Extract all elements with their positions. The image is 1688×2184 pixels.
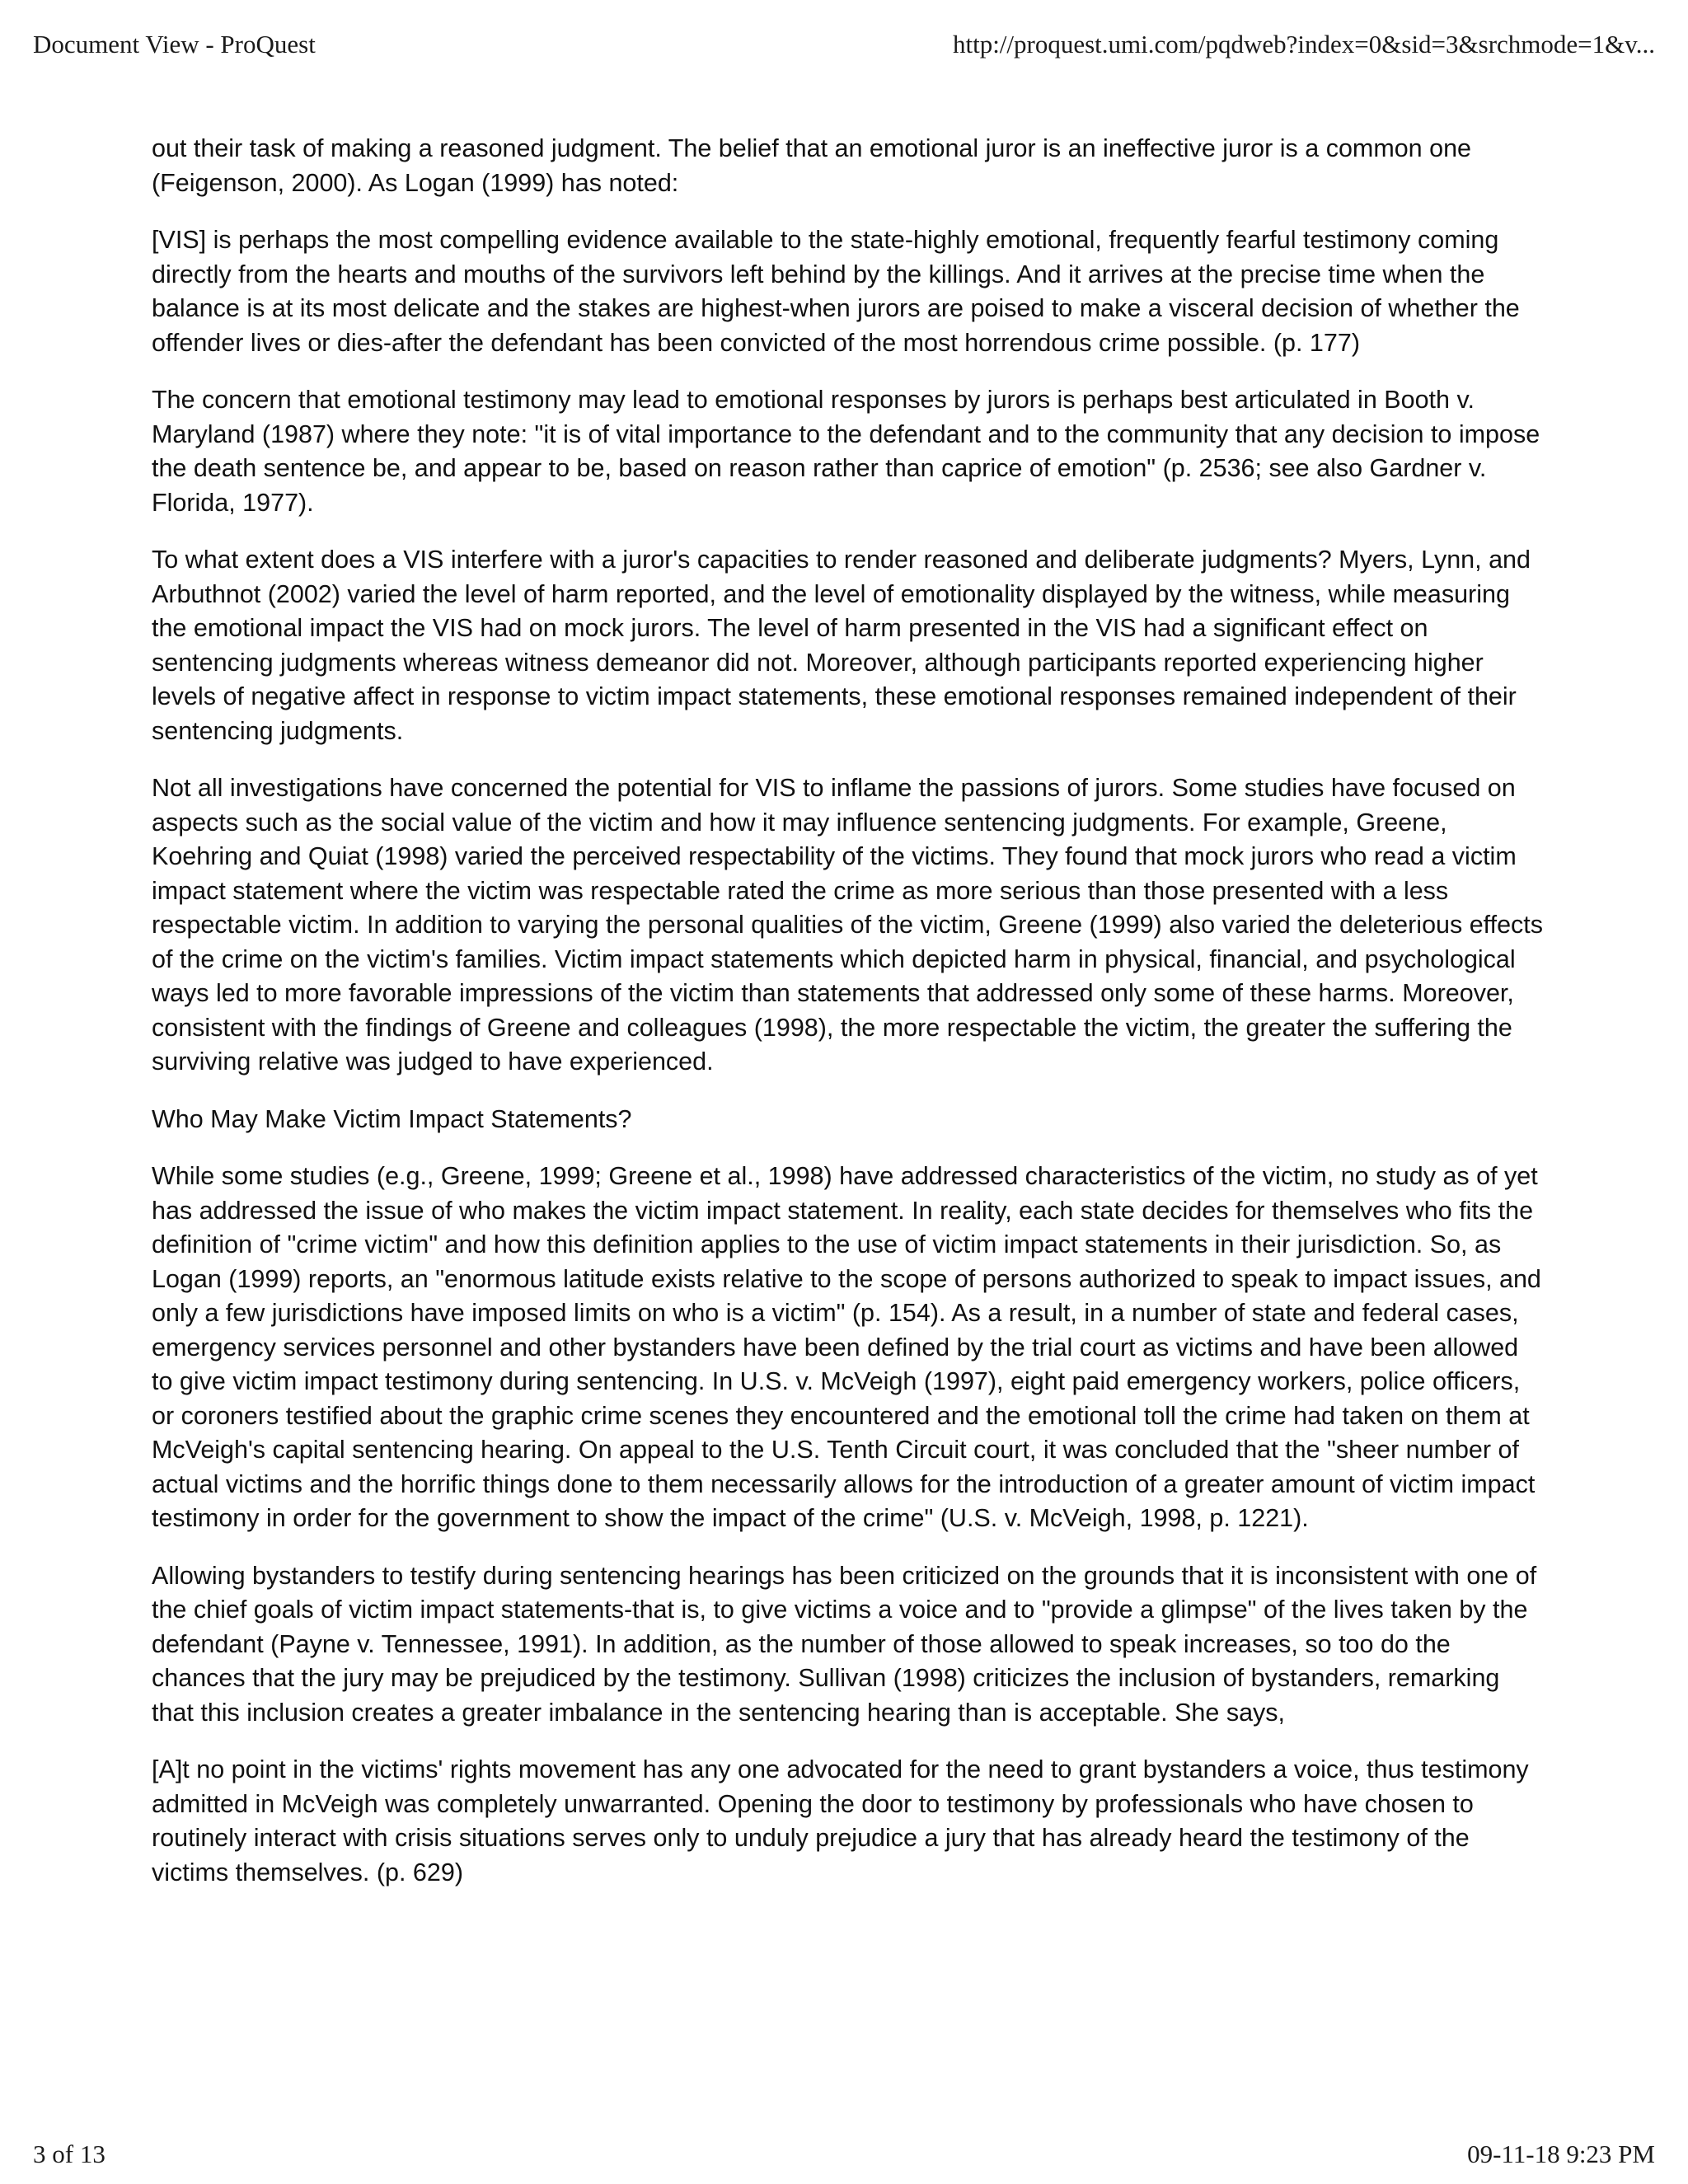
paragraph-booth: The concern that emotional testimony may lead to emotional responses by jurors is perhaps best articulated in Booth v. Maryland (1987) where they note: "it is of vital importance to the defendant and to the community that any decision to impose the death sentence be, and appear to be, based on reason rather than caprice of emotion" (p. 2536; see also Gardner v. Florida, 1977). xyxy=(152,386,1540,517)
section-heading: Who May Make Victim Impact Statements? xyxy=(152,1104,632,1133)
paragraph-greene: Not all investigations have concerned the potential for VIS to inflame the passions of jurors. Some studies have focused on aspects such as the social value of the victim and how it may influence sentencing judgments. For example, Greene, Koehring and Quiat (1998) varied the perceived respectability of the victims. They found that mock jurors who read a victim impact statement where the victim was respectable rated the crime as more serious than those presented with a less respectable victim. In addition to varying the personal qualities of the victim, Greene (1999) also varied the deleterious effects of the crime on the victim's families. Victim impact statements which depicted harm in physical, financial, and psychological ways led to more favorable impressions of the victim than statements that addressed only some of these harms. Moreover, consistent with the findings of Greene and colleagues (1998), the more respectable the victim, the greater the suffering the surviving relative was judged to have experienced. xyxy=(152,774,1544,1076)
print-header xyxy=(33,30,1655,59)
page-number: 3 of 13 xyxy=(33,2139,106,2168)
block-quote-logan: [VIS] is perhaps the most compelling evidence available to the state-highly emotional, frequently fearful testimony coming directly from the hearts and mouths of the survivors left behind by the killings. And it arrives at the precise time when the balance is at its most delicate and the stakes are highest-when jurors are poised to make a visceral decision of whether the offender lives or dies-after the defendant has been convicted of the most horrendous crime possible. (p. 177) xyxy=(152,226,1520,357)
document-title: Document View - ProQuest xyxy=(33,30,316,59)
paragraph-myers: To what extent does a VIS interfere with a juror's capacities to render reasoned and deliberate judgments? Myers, Lynn, and Arbuthnot (2002) varied the level of harm reported, and the level of emotionality displayed by the witness, while measuring the emotional impact the VIS had on mock jurors. The level of harm presented in the VIS had a significant effect on sentencing judgments whereas witness demeanor did not. Moreover, although participants reported experiencing higher levels of negative affect in response to victim impact statements, these emotional responses remained independent of their sentencing judgments. xyxy=(152,546,1531,745)
block-quote-sullivan: [A]t no point in the victims' rights movement has any one advocated for the need to grant bystanders a voice, thus testimony admitted in McVeigh was completely unwarranted. Opening the door to testimony by professionals who have chosen to routinely interact with crisis situations serves only to unduly prejudice a jury that has already heard the testimony of the victims themselves. (p. 629) xyxy=(152,1755,1529,1886)
page-url: http://proquest.umi.com/pqdweb?index=0&sid=3&srchmode=1&v... xyxy=(952,30,1655,59)
paragraph-mcveigh: While some studies (e.g., Greene, 1999; Greene et al., 1998) have addressed characteristics of the victim, no study as of yet has addressed the issue of who makes the victim impact statement. In reality, each state decides for themselves who fits the definition of "crime victim" and how this definition applies to the use of victim impact statements in their jurisdiction. So, as Logan (1999) reports, an "enormous latitude exists relative to the scope of persons authorized to speak to impact issues, and only a few jurisdictions have imposed limits on who is a victim" (p. 154). As a result, in a number of state and federal cases, emergency services personnel and other bystanders have been defined by the trial court as victims and have been allowed to give victim impact testimony during sentencing. In U.S. v. McVeigh (1997), eight paid emergency workers, police officers, or coroners testified about the graphic crime scenes they encountered and the emotional toll the crime had taken on them at McVeigh's capital sentencing hearing. On appeal to the U.S. Tenth Circuit court, it was concluded that the "sheer number of actual victims and the horrific things done to them necessarily allows for the introduction of a greater amount of victim impact testimony in order for the government to show the impact of the crime" (U.S. v. McVeigh, 1998, p. 1221). xyxy=(152,1162,1541,1532)
paragraph-bystanders: Allowing bystanders to testify during sentencing hearings has been criticized on the grounds that it is inconsistent with one of the chief goals of victim impact statements-that is, to give victims a voice and to "provide a glimpse" of the lives taken by the defendant (Payne v. Tennessee, 1991). In addition, as the number of those allowed to speak increases, so too do the chances that the jury may be prejudiced by the testimony. Sullivan (1998) criticizes the inclusion of bystanders, remarking that this inclusion creates a greater imbalance in the sentencing hearing than is acceptable. She says, xyxy=(152,1561,1537,1727)
article-body xyxy=(152,132,1545,1913)
print-footer xyxy=(33,2139,1655,2169)
print-timestamp: 09-11-18 9:23 PM xyxy=(1467,2139,1655,2168)
paragraph-intro: out their task of making a reasoned judgment. The belief that an emotional juror is an ineffective juror is a common one (Feigenson, 2000). As Logan (1999) has noted: xyxy=(152,134,1472,197)
